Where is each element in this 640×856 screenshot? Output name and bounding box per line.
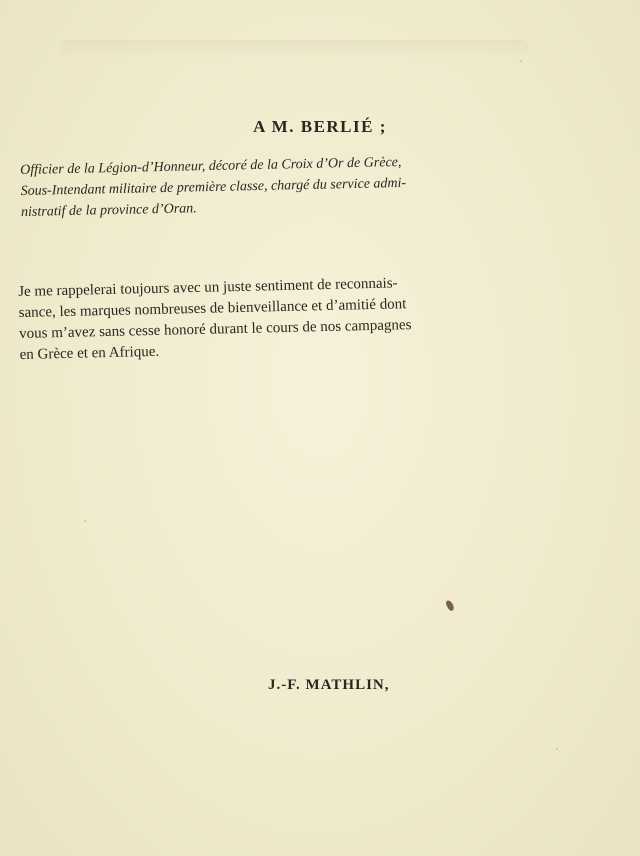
dedicatee-line: Officier de la Légion-d’Honneur, décoré de la Croix d’Or de Grèce, (20, 155, 402, 178)
message-line: vous m’avez sans cesse honoré durant le cours de nos campagnes (18, 317, 412, 342)
show-through-shadow (60, 40, 530, 58)
dedicatee-line: Sous-Intendant militaire de première classe, chargé du service admi- (20, 175, 407, 199)
message-line: Je me rappelerai toujours avec un juste sentiment de reconnais- (18, 275, 398, 300)
dedicatee-titles (20, 151, 473, 223)
paper-speck (84, 520, 86, 522)
message-line: en Grèce et en Afrique. (19, 343, 160, 363)
author-signature: J.-F. MATHLIN, (268, 677, 390, 693)
dedication-message (18, 272, 470, 366)
dedication-heading: A M. BERLIÉ ; (253, 117, 387, 136)
paper-speck (556, 748, 558, 750)
dedicatee-line: nistratif de la province d’Oran. (20, 201, 197, 220)
ink-blot (445, 599, 455, 612)
paper-speck (520, 60, 522, 62)
message-line: sance, les marques nombreuses de bienveillance et d’amitié dont (18, 296, 407, 321)
